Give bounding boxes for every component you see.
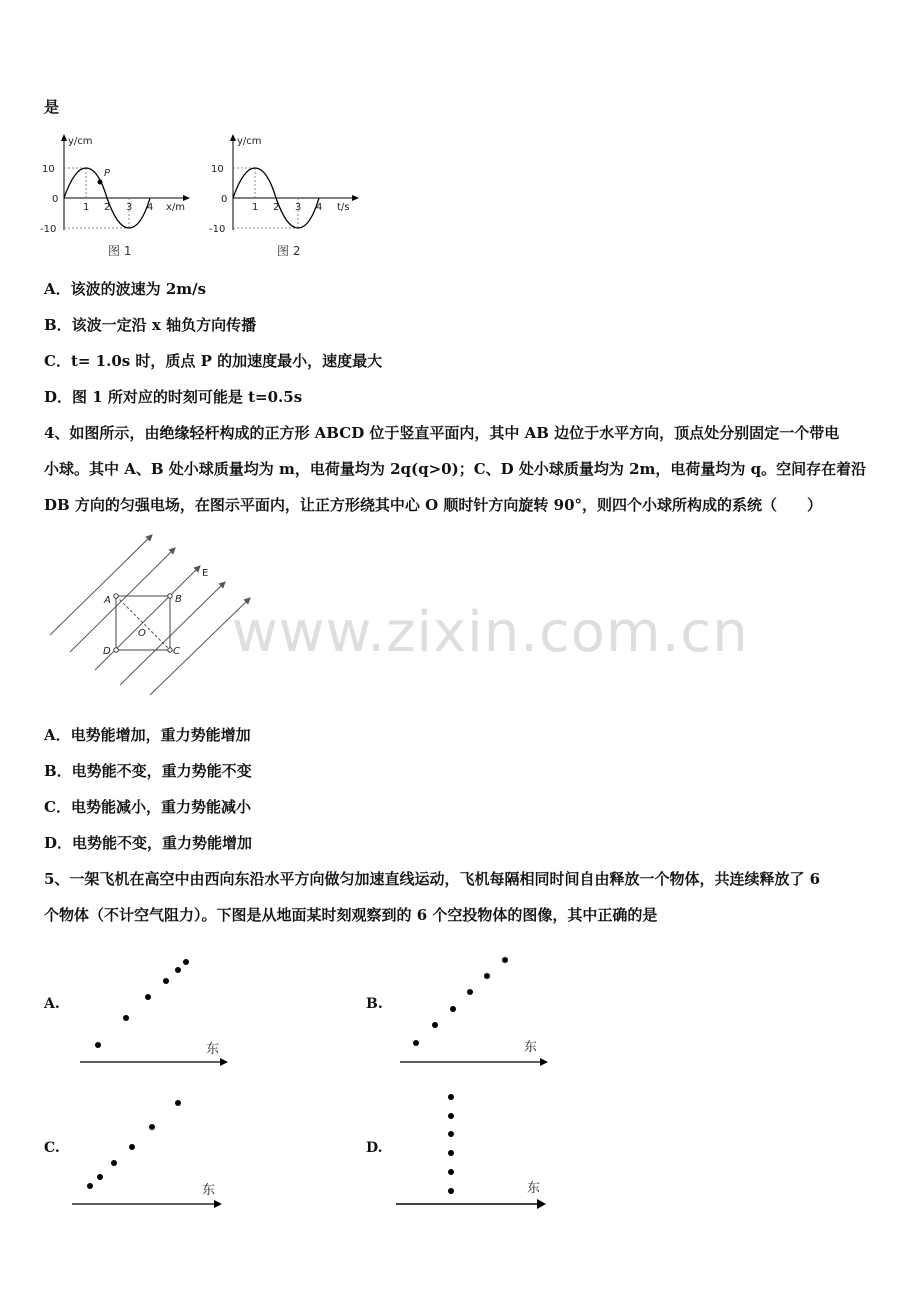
- wave-figure-2: [205, 130, 365, 265]
- svg-text:-10: -10: [40, 224, 57, 235]
- q3-option-a: A．该波的波速为 2m/s: [44, 280, 207, 298]
- svg-text:4: 4: [147, 202, 154, 213]
- field-lines: [50, 535, 250, 695]
- svg-text:1: 1: [252, 202, 259, 213]
- svg-text:0: 0: [221, 194, 228, 205]
- figure-2-caption: 图 2: [277, 244, 301, 258]
- wave-figure-1: [36, 130, 196, 265]
- x-axis-label: t/s: [337, 202, 350, 213]
- label-e: E: [202, 568, 209, 579]
- svg-text:2: 2: [273, 202, 280, 213]
- q4-option-a: A．电势能增加，重力势能增加: [44, 726, 251, 744]
- svg-text:东: 东: [206, 1042, 220, 1057]
- q5-panel-a-label: A.: [44, 996, 60, 1012]
- q5-panel-b-label: B.: [366, 996, 383, 1012]
- q4-option-d: D．电势能不变，重力势能增加: [44, 834, 253, 852]
- q4-stem-line-1: 4、如图所示，由绝缘轻杆构成的正方形 ABCD 位于竖直平面内，其中 AB 边位于水平方向，顶点处分别固定一个带电: [44, 424, 840, 442]
- q5-panel-d-label: D.: [366, 1140, 383, 1156]
- svg-text:2: 2: [104, 202, 111, 213]
- figure-1-caption: 图 1: [108, 244, 132, 258]
- q3-option-c: C．t= 1.0s 时，质点 P 的加速度最小，速度最大: [44, 352, 383, 370]
- q4-stem-line-2: 小球。其中 A、B 处小球质量均为 m，电荷量均为 2q(q>0)；C、D 处小球质量均为 2m，电荷量均为 q。空间存在着沿: [44, 460, 867, 478]
- svg-text:-10: -10: [209, 224, 226, 235]
- svg-text:3: 3: [295, 202, 302, 213]
- svg-text:东: 东: [202, 1183, 216, 1198]
- svg-text:3: 3: [126, 202, 133, 213]
- q5-panel-a: [72, 950, 232, 1075]
- label-o: O: [138, 628, 146, 639]
- q5-panel-c: [66, 1092, 231, 1217]
- svg-text:10: 10: [211, 164, 224, 175]
- watermark: www.zixin.com.cn: [232, 600, 749, 665]
- q4-option-b: B．电势能不变，重力势能不变: [44, 762, 252, 780]
- point-p-label: P: [104, 168, 111, 179]
- svg-text:0: 0: [52, 194, 59, 205]
- q3-option-b: B．该波一定沿 x 轴负方向传播: [44, 316, 257, 334]
- q5-stem-line-2: 个物体（不计空气阻力）。下图是从地面某时刻观察到的 6 个空投物体的图像，其中正确的是: [44, 906, 658, 924]
- svg-text:10: 10: [42, 164, 55, 175]
- svg-text:东: 东: [524, 1040, 538, 1055]
- q5-panel-d: [390, 1088, 555, 1218]
- y-axis-label: y/cm: [68, 136, 93, 147]
- svg-text:1: 1: [83, 202, 90, 213]
- label-b: B: [175, 594, 182, 605]
- q5-stem-line-1: 5、一架飞机在高空中由西向东沿水平方向做匀加速直线运动，飞机每隔相同时间自由释放一个物体，共连续释放了 6: [44, 870, 821, 888]
- q3-option-d: D．图 1 所对应的时刻可能是 t=0.5s: [44, 388, 303, 406]
- label-a: A: [104, 595, 111, 606]
- point-p: [98, 180, 103, 185]
- q4-stem-line-3: DB 方向的匀强电场，在图示平面内，让正方形绕其中心 O 顺时针方向旋转 90°，则四个小球所构成的系统（ ）: [44, 496, 823, 514]
- svg-text:东: 东: [527, 1181, 541, 1196]
- label-c: C: [173, 646, 180, 657]
- q5-panel-b: [392, 950, 552, 1075]
- q4-option-c: C．电势能减小，重力势能减小: [44, 798, 251, 816]
- label-d: D: [103, 646, 111, 657]
- q5-panel-c-label: C.: [44, 1140, 60, 1156]
- svg-text:4: 4: [316, 202, 323, 213]
- q3-stem-end: 是: [44, 98, 60, 116]
- y-axis-label: y/cm: [237, 136, 262, 147]
- x-axis-label: x/m: [166, 202, 186, 213]
